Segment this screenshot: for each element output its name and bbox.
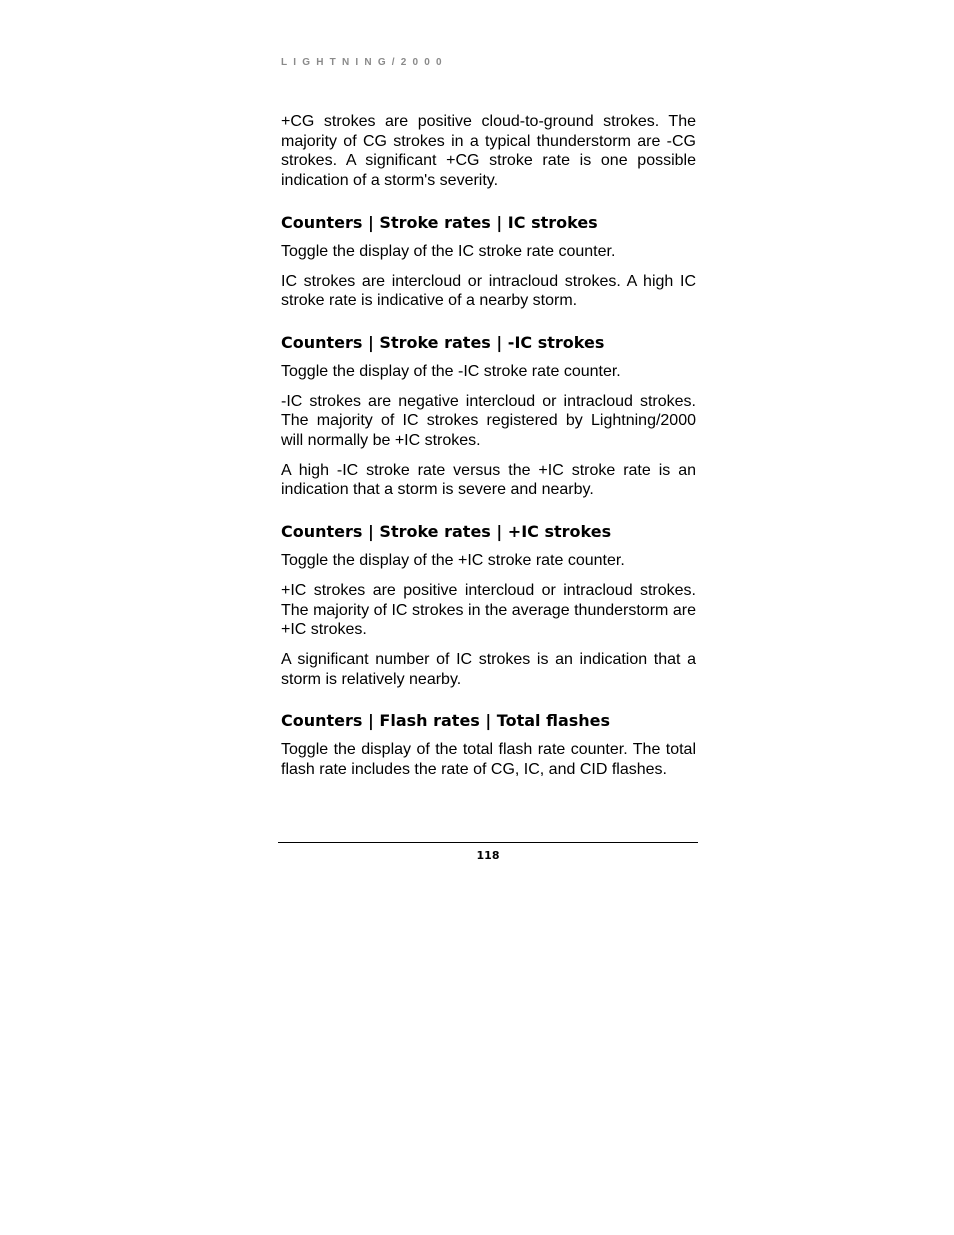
paragraph: A high -IC stroke rate versus the +IC stroke rate is an indication that a storm is severe and nearby. <box>281 461 696 499</box>
footer-divider <box>278 842 698 843</box>
paragraph: Toggle the display of the +IC stroke rate counter. <box>281 552 625 570</box>
page-content <box>281 112 696 790</box>
running-header: LIGHTNING/2000 <box>281 57 448 68</box>
paragraph: Toggle the display of the total flash rate counter. The total flash rate includes the rate of CG, IC, and CID flashes. <box>281 741 696 779</box>
paragraph: +IC strokes are positive intercloud or intracloud strokes. The majority of IC strokes in the average thunderstorm are +IC strokes. <box>281 581 696 639</box>
page-number: 118 <box>476 849 500 862</box>
paragraph: -IC strokes are negative intercloud or intracloud strokes. The majority of IC strokes registered by Lightning/2000 will normally be +IC strokes. <box>281 392 696 450</box>
section-heading-positive-ic-strokes: Counters | Stroke rates | +IC strokes <box>281 522 612 542</box>
section-heading-negative-ic-strokes: Counters | Stroke rates | -IC strokes <box>281 332 605 352</box>
paragraph: Toggle the display of the -IC stroke rate counter. <box>281 362 621 380</box>
paragraph: IC strokes are intercloud or intracloud strokes. A high IC stroke rate is indicative of a nearby storm. <box>281 272 696 310</box>
intro-paragraph: +CG strokes are positive cloud-to-ground strokes. The majority of CG strokes in a typical thunderstorm are -CG strokes. A significant +CG stroke rate is one possible indication of a storm's severity. <box>281 113 696 190</box>
paragraph: Toggle the display of the IC stroke rate counter. <box>281 242 616 260</box>
section-heading-total-flashes: Counters | Flash rates | Total flashes <box>281 711 611 731</box>
paragraph: A significant number of IC strokes is an indication that a storm is relatively nearby. <box>281 650 696 688</box>
section-heading-ic-strokes: Counters | Stroke rates | IC strokes <box>281 212 598 232</box>
